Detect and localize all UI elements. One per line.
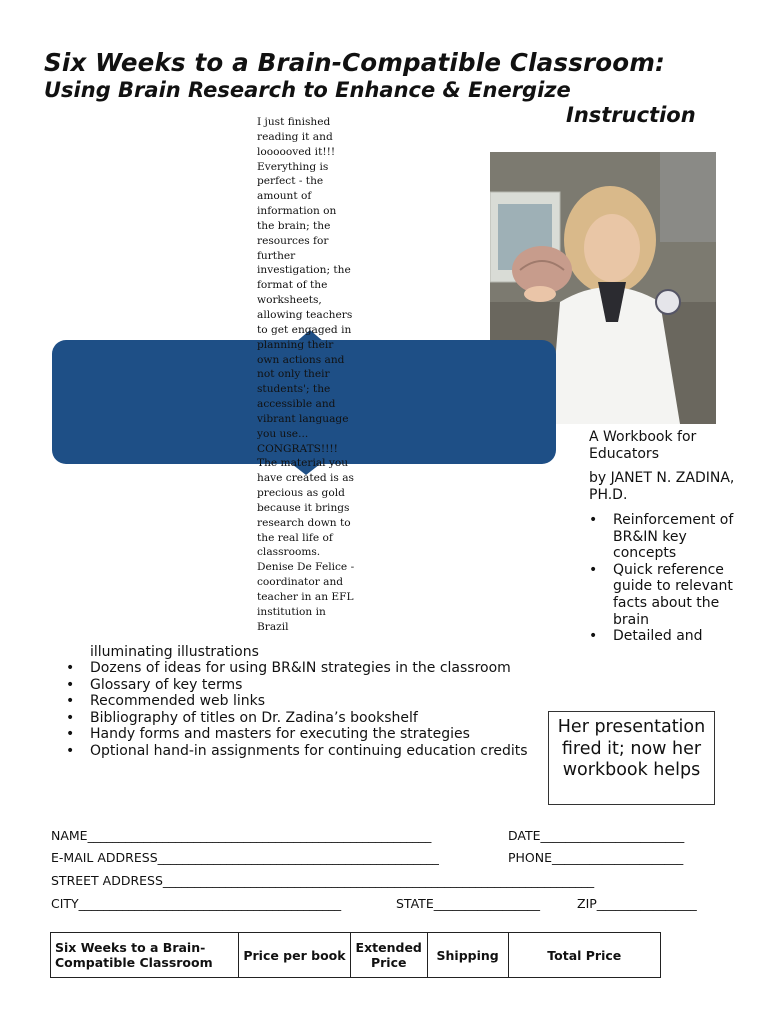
list-item: • Dozens of ideas for using BR&IN strategies in the classroom: [66, 660, 528, 677]
list-item: • Quick reference guide to relevant facts about the brain: [589, 562, 739, 628]
table-header-cell: Total Price: [508, 933, 660, 978]
state-field[interactable]: STATE_________________: [396, 896, 540, 911]
name-field[interactable]: NAME_______________________________________________________: [51, 828, 432, 843]
zip-field[interactable]: ZIP________________: [577, 896, 697, 911]
date-field[interactable]: DATE_______________________: [508, 828, 685, 843]
email-field[interactable]: E-MAIL ADDRESS_____________________________________________: [51, 850, 439, 865]
table-header-cell: Price per book: [239, 933, 350, 978]
title-line-1: Six Weeks to a Brain-Compatible Classroom:: [44, 48, 666, 77]
title-line-2: Using Brain Research to Enhance & Energize: [44, 78, 571, 102]
feature-list-side: [589, 512, 739, 645]
feature-list-main: [66, 660, 528, 760]
list-item: • Reinforcement of BR&IN key concepts: [589, 512, 739, 562]
workbook-subtitle: A Workbook for Educators: [589, 429, 697, 462]
author-byline: by JANET N. ZADINA, PH.D.: [589, 470, 735, 503]
highlight-box: Her presentation fired it; now her workbook helps: [548, 711, 715, 805]
list-item: • Handy forms and masters for executing the strategies: [66, 726, 528, 743]
table-header-cell: Six Weeks to a Brain-Compatible Classroom: [51, 933, 239, 978]
list-item: • Recommended web links: [66, 693, 528, 710]
table-row: [51, 933, 661, 978]
table-header-cell: Extended Price: [350, 933, 427, 978]
list-item: • Glossary of key terms: [66, 677, 528, 694]
phone-field[interactable]: PHONE_____________________: [508, 850, 684, 865]
city-field[interactable]: CITY__________________________________________: [51, 896, 342, 911]
street-address-field[interactable]: STREET ADDRESS_____________________________________________________________________: [51, 873, 595, 888]
table-header-cell: Shipping: [427, 933, 508, 978]
testimonial-quote: I just finished reading it and loooooved it!!! Everything is perfect - the amount of information on the brain; the resources for further investigation; the format of the worksheets, allowing teachers to get engaged in planning their own actions and not only their students'; the accessible and vibrant language you use... CONGRATS!!!! The material you have created is as precious as gold because it brings research down to the real life of classrooms. Denise De Felice - coordinator and teacher in an EFL institution in Brazil: [257, 116, 355, 633]
list-item: • Optional hand-in assignments for continuing education credits: [66, 743, 528, 760]
list-continuation: illuminating illustrations: [90, 644, 259, 660]
title-line-3: Instruction: [566, 103, 696, 127]
list-item: • Detailed and: [589, 628, 739, 645]
list-item: • Bibliography of titles on Dr. Zadina’s bookshelf: [66, 710, 528, 727]
order-table: [50, 932, 661, 978]
